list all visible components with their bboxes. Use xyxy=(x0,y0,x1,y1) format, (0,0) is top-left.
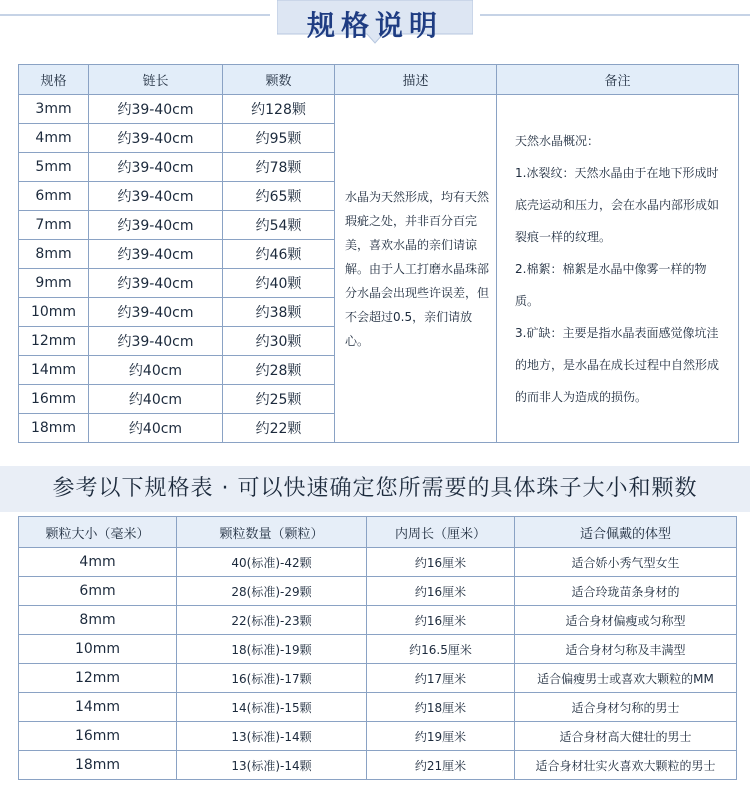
size-table-cell: 适合身材匀称的男士 xyxy=(515,693,737,722)
spec-header-cell: 链长 xyxy=(89,65,223,95)
size-table-cell: 18mm xyxy=(19,751,177,780)
note-paragraph: 3.矿缺：主要是指水晶表面感觉像坑洼的地方，是水晶在成长过程中自然形成的而非人为造成的损伤。 xyxy=(515,325,720,404)
table-row xyxy=(19,606,737,635)
size-table-cell: 10mm xyxy=(19,635,177,664)
size-table-cell: 适合娇小秀气型女生 xyxy=(515,548,737,577)
size-table-cell: 40(标准)-42颗 xyxy=(177,548,367,577)
spec-length-cell: 约39-40cm xyxy=(89,95,223,124)
note-paragraph: 天然水晶概况： xyxy=(515,133,600,148)
spec-size-cell: 6mm xyxy=(19,182,89,211)
size-table-cell: 适合身材高大健壮的男士 xyxy=(515,722,737,751)
size-table-cell: 22(标准)-23颗 xyxy=(177,606,367,635)
reference-subtitle: 参考以下规格表 · 可以快速确定您所需要的具体珠子大小和颗数 xyxy=(0,466,750,512)
spec-size-cell: 9mm xyxy=(19,269,89,298)
size-table-cell: 适合身材壮实火喜欢大颗粒的男士 xyxy=(515,751,737,780)
size-table-cell: 适合偏瘦男士或喜欢大颗粒的MM xyxy=(515,664,737,693)
spec-count-cell: 约22颗 xyxy=(223,414,335,443)
spec-count-cell: 约46颗 xyxy=(223,240,335,269)
banner-divider-left xyxy=(0,14,270,16)
spec-count-cell: 约25颗 xyxy=(223,385,335,414)
spec-length-cell: 约39-40cm xyxy=(89,298,223,327)
size-table-cell: 12mm xyxy=(19,664,177,693)
size-table-cell: 适合身材偏瘦或匀称型 xyxy=(515,606,737,635)
spec-size-cell: 10mm xyxy=(19,298,89,327)
spec-size-cell: 4mm xyxy=(19,124,89,153)
size-table-cell: 适合身材匀称及丰满型 xyxy=(515,635,737,664)
spec-length-cell: 约40cm xyxy=(89,385,223,414)
spec-size-cell: 5mm xyxy=(19,153,89,182)
spec-count-cell: 约128颗 xyxy=(223,95,335,124)
size-table-header xyxy=(19,517,737,548)
spec-length-cell: 约39-40cm xyxy=(89,182,223,211)
table-row xyxy=(19,664,737,693)
size-table-cell: 约18厘米 xyxy=(367,693,515,722)
spec-header-cell: 规格 xyxy=(19,65,89,95)
spec-count-cell: 约54颗 xyxy=(223,211,335,240)
spec-count-cell: 约30颗 xyxy=(223,327,335,356)
spec-length-cell: 约39-40cm xyxy=(89,211,223,240)
size-table-cell: 18(标准)-19颗 xyxy=(177,635,367,664)
spec-count-cell: 约38颗 xyxy=(223,298,335,327)
spec-header-cell: 备注 xyxy=(497,65,739,95)
table-row xyxy=(19,635,737,664)
spec-table xyxy=(18,64,739,443)
spec-length-cell: 约39-40cm xyxy=(89,124,223,153)
size-table-cell: 约16厘米 xyxy=(367,606,515,635)
size-header-cell: 颗粒大小（毫米） xyxy=(19,517,177,548)
description-cell: 水晶为天然形成，均有天然瑕疵之处，并非百分百完美，喜欢水晶的亲们请谅解。由于人工打磨水晶珠部分水晶会出现些许误差，但不会超过0.5，亲们请放心。 xyxy=(335,95,497,443)
spec-count-cell: 约28颗 xyxy=(223,356,335,385)
spec-size-cell: 16mm xyxy=(19,385,89,414)
size-table-cell: 约16厘米 xyxy=(367,548,515,577)
size-table-cell: 约16厘米 xyxy=(367,577,515,606)
table-row xyxy=(19,751,737,780)
spec-count-cell: 约95颗 xyxy=(223,124,335,153)
size-table-cell: 14mm xyxy=(19,693,177,722)
spec-size-cell: 18mm xyxy=(19,414,89,443)
size-table-cell: 16mm xyxy=(19,722,177,751)
spec-table-header xyxy=(19,65,739,95)
spec-count-cell: 约40颗 xyxy=(223,269,335,298)
spec-length-cell: 约39-40cm xyxy=(89,240,223,269)
table-row xyxy=(19,577,737,606)
notes-cell xyxy=(497,95,739,443)
size-table-cell: 约16.5厘米 xyxy=(367,635,515,664)
spec-length-cell: 约40cm xyxy=(89,356,223,385)
size-table-cell: 约21厘米 xyxy=(367,751,515,780)
size-table-cell: 16(标准)-17颗 xyxy=(177,664,367,693)
table-row xyxy=(19,693,737,722)
size-guide-table xyxy=(18,516,737,780)
spec-size-cell: 8mm xyxy=(19,240,89,269)
spec-length-cell: 约39-40cm xyxy=(89,327,223,356)
size-table-cell: 6mm xyxy=(19,577,177,606)
table-row xyxy=(19,95,739,124)
size-table-cell: 13(标准)-14颗 xyxy=(177,722,367,751)
title-banner xyxy=(277,0,473,44)
size-table-cell: 13(标准)-14颗 xyxy=(177,751,367,780)
size-table-cell: 适合玲珑苗条身材的 xyxy=(515,577,737,606)
size-table-cell: 28(标准)-29颗 xyxy=(177,577,367,606)
note-paragraph: 2.棉絮：棉絮是水晶中像雾一样的物质。 xyxy=(515,261,707,308)
spec-count-cell: 约78颗 xyxy=(223,153,335,182)
size-table-cell: 4mm xyxy=(19,548,177,577)
table-row xyxy=(19,548,737,577)
page-title: 规格说明 xyxy=(306,9,443,42)
table-row xyxy=(19,722,737,751)
size-table-cell: 8mm xyxy=(19,606,177,635)
spec-size-cell: 12mm xyxy=(19,327,89,356)
spec-header-cell: 描述 xyxy=(335,65,497,95)
note-paragraph: 1.冰裂纹：天然水晶由于在地下形成时底壳运动和压力，会在水晶内部形成如裂痕一样的纹理。 xyxy=(515,165,720,244)
size-table-cell: 14(标准)-15颗 xyxy=(177,693,367,722)
size-table-cell: 约19厘米 xyxy=(367,722,515,751)
banner-divider-right xyxy=(480,14,750,16)
spec-length-cell: 约40cm xyxy=(89,414,223,443)
spec-size-cell: 7mm xyxy=(19,211,89,240)
size-header-cell: 适合佩戴的体型 xyxy=(515,517,737,548)
spec-size-cell: 14mm xyxy=(19,356,89,385)
spec-size-cell: 3mm xyxy=(19,95,89,124)
size-table-cell: 约17厘米 xyxy=(367,664,515,693)
size-header-cell: 颗粒数量（颗粒） xyxy=(177,517,367,548)
spec-header-cell: 颗数 xyxy=(223,65,335,95)
spec-length-cell: 约39-40cm xyxy=(89,269,223,298)
spec-count-cell: 约65颗 xyxy=(223,182,335,211)
spec-length-cell: 约39-40cm xyxy=(89,153,223,182)
size-header-cell: 内周长（厘米） xyxy=(367,517,515,548)
